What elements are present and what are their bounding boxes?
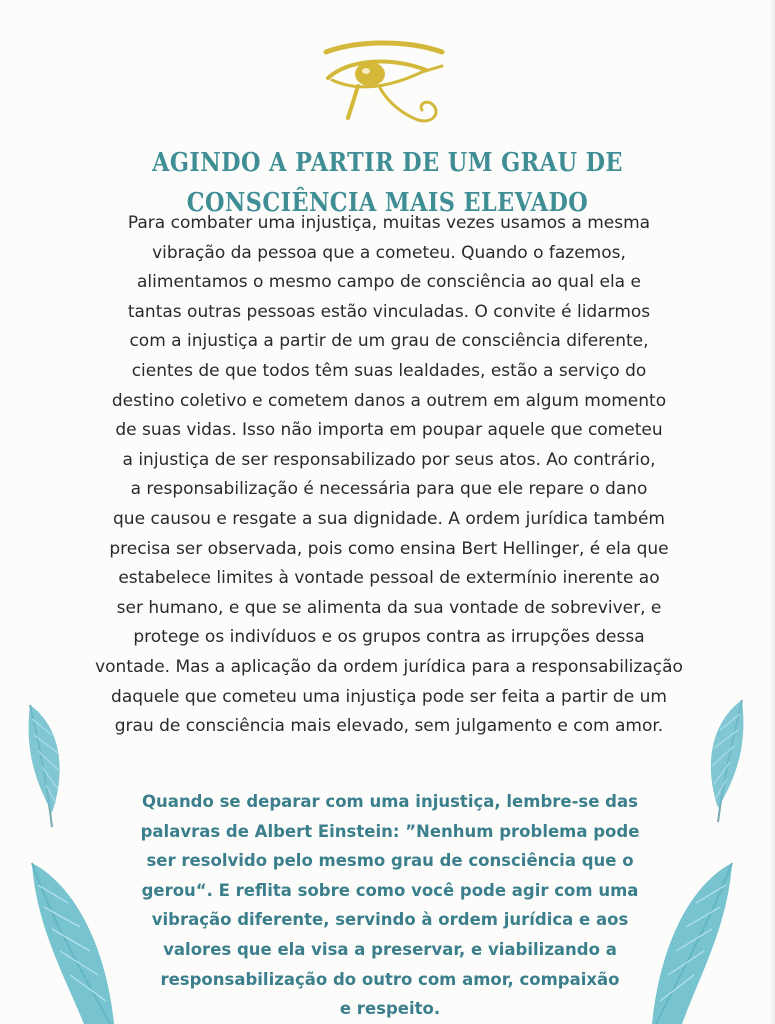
- body-line: cientes de que todos têm suas lealdades, estão a serviço do: [131, 360, 647, 381]
- body-paragraph: [50, 209, 728, 742]
- page-edge-shadow: [769, 0, 775, 1024]
- body-line: estabelece limites à vontade pessoal de extermínio inerente ao: [118, 568, 660, 589]
- body-line: de suas vidas. Isso não importa em poupar aquele que cometeu: [115, 420, 663, 441]
- feather-icon: [648, 855, 748, 1024]
- body-line: a responsabilização é necessária para que ele repare o dano: [130, 479, 648, 500]
- body-line: protege os indivíduos e os grupos contra as irrupções dessa: [133, 627, 645, 648]
- body-line: tantas outras pessoas estão vinculadas. O convite é lidarmos: [127, 301, 651, 322]
- feather-icon: [696, 690, 756, 825]
- body-line: a injustiça de ser responsabilizado por seus atos. Ao contrário,: [122, 449, 656, 470]
- callout-line: valores que ela visa a preservar, e viabilizando a: [163, 939, 617, 959]
- body-line: precisa ser observada, pois como ensina Bert Hellinger, é ela que: [109, 538, 669, 559]
- callout-line: e respeito.: [339, 999, 441, 1019]
- callout-line: ser resolvido pelo mesmo grau de consciência que o: [146, 851, 634, 871]
- body-line: daquele que cometeu uma injustiça pode ser feita a partir de um: [111, 686, 667, 707]
- body-line: que causou e resgate a sua dignidade. A ordem jurídica também: [113, 508, 665, 529]
- eye-of-horus-icon: [318, 38, 448, 132]
- body-line: com a injustiça a partir de um grau de consciência diferente,: [129, 331, 649, 352]
- callout-quote: [90, 787, 690, 1024]
- callout-line: vibração diferente, servindo à ordem jurídica e aos: [151, 910, 629, 930]
- callout-line: Quando se deparar com uma injustiça, lembre-se das: [142, 792, 638, 811]
- body-line: alimentamos o mesmo campo de consciência ao qual ela e: [137, 272, 641, 293]
- callout-line: palavras de Albert Einstein: ”Nenhum problema pode: [140, 821, 640, 841]
- feather-icon: [14, 855, 118, 1024]
- body-line: vontade. Mas a aplicação da ordem jurídica para a responsabilização: [95, 656, 683, 677]
- page-title: AGINDO A PARTIR DE UM GRAU DE CONSCIÊNCIA MAIS ELEVADO: [152, 148, 623, 218]
- body-line: vibração da pessoa que a cometeu. Quando o fazemos,: [152, 242, 626, 263]
- body-line: destino coletivo e cometem danos a outrem em algum momento: [111, 390, 667, 411]
- body-line: grau de consciência mais elevado, sem julgamento e com amor.: [114, 716, 664, 737]
- callout-line: gerou“. E reflita sobre como você pode agir com uma: [141, 880, 639, 900]
- body-line: Para combater uma injustiça, muitas vezes usamos a mesma: [127, 213, 651, 233]
- body-line: ser humano, e que se alimenta da sua vontade de sobreviver, e: [116, 597, 662, 618]
- feather-icon: [18, 695, 74, 830]
- callout-line: responsabilização do outro com amor, compaixão: [160, 969, 620, 989]
